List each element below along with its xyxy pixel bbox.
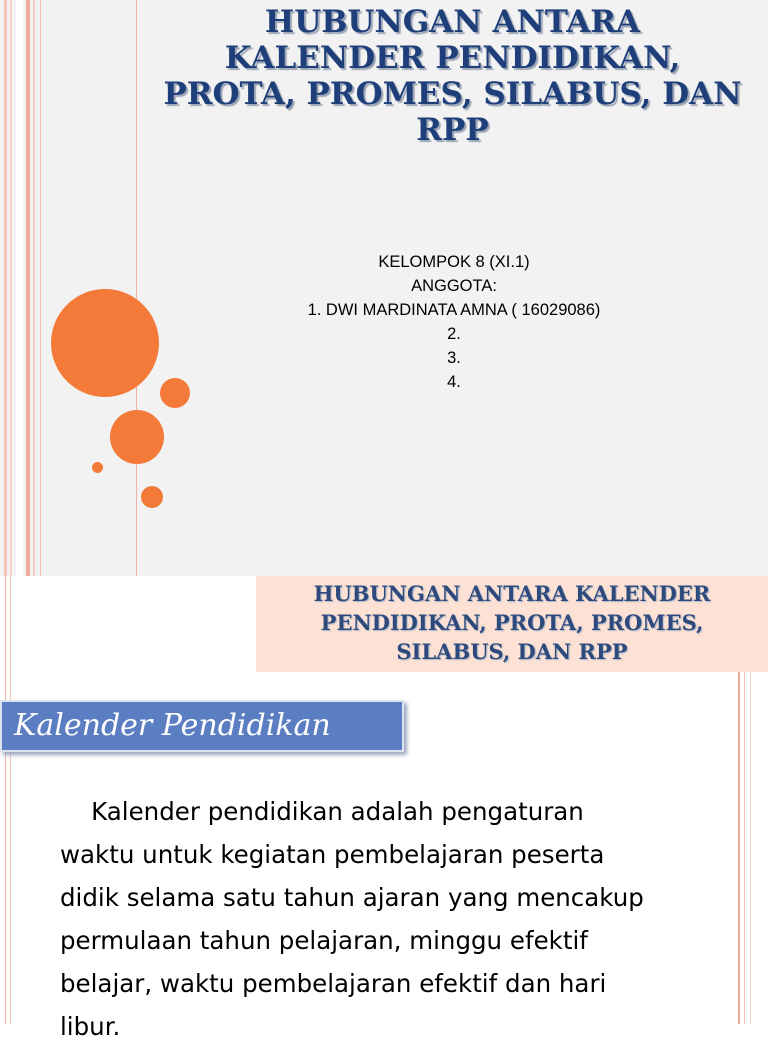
member-item: 1. DWI MARDINATA AMNA ( 16029086) bbox=[307, 301, 601, 319]
paragraph-line: belajar, waktu pembelajaran efektif dan hari bbox=[60, 969, 607, 998]
decorative-circle-medium bbox=[110, 410, 164, 464]
paragraph-line: waktu untuk kegiatan pembelajaran peserta bbox=[60, 840, 605, 869]
decorative-stripe bbox=[5, 576, 6, 1024]
group-name: KELOMPOK 8 (XI.1) bbox=[378, 253, 530, 271]
content-slide bbox=[0, 576, 768, 1041]
member-item: 4. bbox=[447, 373, 461, 391]
paragraph-line: libur. bbox=[60, 1012, 121, 1041]
paragraph-line: didik selama satu tahun ajaran yang mencakup bbox=[60, 883, 644, 912]
decorative-circle-small bbox=[160, 378, 190, 408]
header-title-line: HUBUNGAN ANTARA KALENDER bbox=[313, 581, 711, 606]
decorative-stripe bbox=[10, 0, 12, 576]
decorative-circle-small bbox=[141, 486, 163, 508]
decorative-stripe bbox=[4, 0, 7, 576]
slide-title-line: PROTA, PROMES, SILABUS, DAN bbox=[163, 76, 742, 112]
slide-title-line: HUBUNGAN ANTARA bbox=[264, 4, 641, 40]
decorative-stripe bbox=[136, 0, 137, 576]
decorative-circle-dot bbox=[92, 462, 103, 473]
definition-paragraph bbox=[60, 790, 720, 1048]
member-item: 2. bbox=[447, 325, 461, 343]
slide-title-line: KALENDER PENDIDIKAN, bbox=[224, 40, 681, 76]
decorative-stripe bbox=[26, 0, 30, 576]
members-label: ANGGOTA: bbox=[411, 277, 497, 295]
decorative-stripe bbox=[16, 0, 23, 576]
decorative-stripe bbox=[10, 576, 11, 1024]
paragraph-line: Kalender pendidikan adalah pengaturan bbox=[60, 797, 584, 826]
decorative-circle-large bbox=[51, 289, 159, 397]
section-label: Kalender Pendidikan bbox=[14, 708, 331, 743]
decorative-stripe bbox=[40, 0, 41, 576]
decorative-stripe bbox=[33, 0, 35, 576]
header-title-line: SILABUS, DAN RPP bbox=[396, 639, 628, 664]
section-label-box bbox=[0, 700, 404, 752]
slide-title-line: RPP bbox=[416, 112, 489, 148]
slide-title bbox=[140, 4, 765, 148]
slide-header-title bbox=[262, 579, 762, 666]
header-title-line: PENDIDIKAN, PROTA, PROMES, bbox=[320, 610, 704, 635]
group-info bbox=[180, 250, 728, 394]
member-item: 3. bbox=[447, 349, 461, 367]
paragraph-line: permulaan tahun pelajaran, minggu efektif bbox=[60, 926, 588, 955]
